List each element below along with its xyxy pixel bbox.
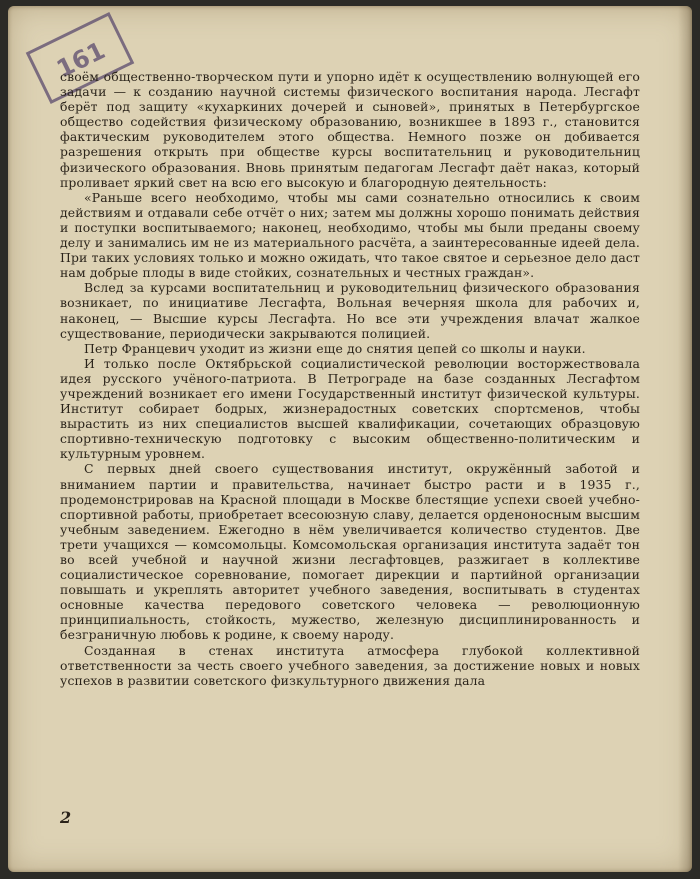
- paragraph-5: И только после Октябрьской социалистической революции восторжествовала идея русского учёного-патриота. В Петрограде на базе созданных Лесгафтом учреждений возникает его имени Государственный институт физической культуры. Институт собирает бодрых, жизнерадостных советских спортсменов, чтобы вырастить из них специалистов высшей квалификации, сочетающих образцовую спортивно-техническую подготовку с высоким общественно-политическим и культурным уровнем.: [60, 355, 640, 462]
- paragraph-1: своём общественно-творческом пути и упорно идёт к осуществлению волнующей его задачи — к созданию научной системы физического воспитания народа. Лесгафт берёт под защиту «кухаркиних дочерей и сыновей», принятых в Петербургское общество содействия физическому образованию, возникшее в 1893 г., становится фактическим руководителем этого общества. Немного позже он добивается разрешения открыть при обществе курсы воспитательниц и руководительниц физического образования. Вновь принятым педагогам Лесгафт даёт наказ, который проливает яркий свет на всю его высокую и благородную деятельность:: [60, 69, 640, 190]
- paragraph-3: Вслед за курсами воспитательниц и руководительниц физического образования возникает, по инициативе Лесгафта, Вольная вечерняя школа для рабочих и, наконец, — Высшие курсы Лесгафта. Но все эти учреждения влачат жалкое существование, периодически закрываются полицией.: [60, 280, 640, 341]
- page-crease-shadow: [678, 6, 692, 872]
- paragraph-7: Созданная в стенах института атмосфера глубокой коллективной ответственности за честь своего учебного заведения, за достижение новых и новых успехов в развитии советского физкультурного движения дала: [60, 642, 640, 688]
- page-number: 2: [60, 808, 72, 827]
- book-page: [8, 6, 692, 872]
- paragraph-quote: «Раньше всего необходимо, чтобы мы сами сознательно относились к своим действиям и отдавали себе отчёт о них; затем мы должны хорошо понимать действия и поступки воспитываемого; наконец, необходимо, чтобы мы были преданы своему делу и занимались им не из материального расчёта, а заинтересованные идеей дела. При таких условиях только и можно ожидать, что такое святое и серьезное дело даст нам добрые плоды в виде стойких, сознательных и честных граждан».: [60, 189, 640, 281]
- paragraph-4: Петр Францевич уходит из жизни еще до снятия цепей со школы и науки.: [84, 340, 586, 356]
- paragraph-6: С первых дней своего существования институт, окружённый заботой и вниманием партии и правительства, начинает быстро расти и в 1935 г., продемонстрировав на Красной площади в Москве блестящие успехи своей учебно-спортивной работы, приобретает всесоюзную славу, делается орденоносным высшим учебным заведением. Ежегодно в нём увеличивается количество студентов. Две трети учащихся — комсомольцы. Комсомольская организация института задаёт тон во всей учебной и научной жизни лесгафтовцев, разжигает в коллективе социалистическое соревнование, помогает дирекции и партийной организации повышать и укреплять авторитет учебного заведения, воспитывать в студентах основные качества передового советского человека — революционную принципиальность, стойкость, мужество, железную дисциплинированность и безграничную любовь к родине, к своему народу.: [60, 461, 640, 643]
- body-text: [60, 69, 640, 688]
- svg-text:161: 161: [52, 36, 110, 84]
